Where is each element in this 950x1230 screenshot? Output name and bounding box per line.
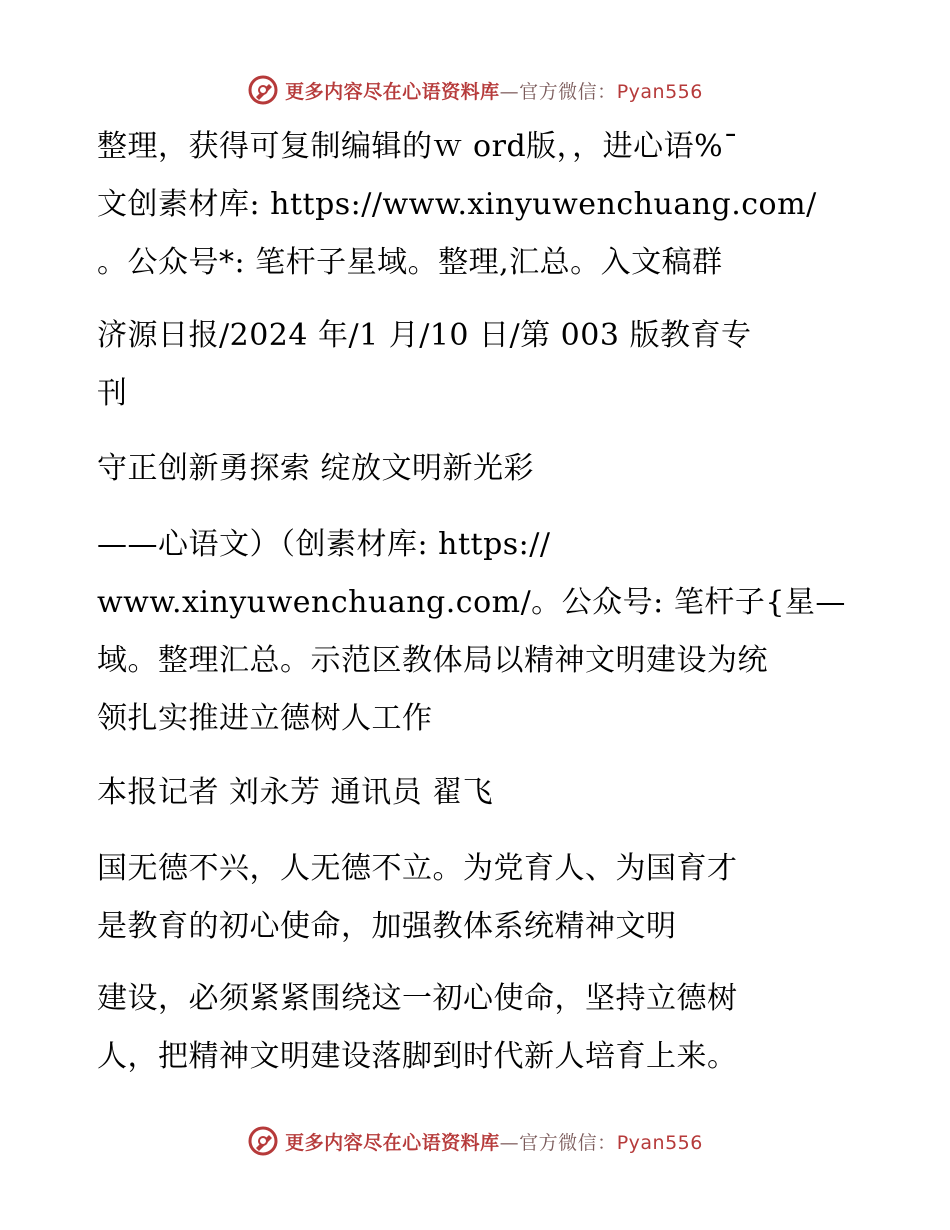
text-line: 域。整理汇总。示范区教体局以精神文明建设为统 bbox=[97, 643, 768, 678]
banner-text bbox=[285, 1128, 703, 1155]
text-line: 是教育的初心使命，加强教体系统精神文明 bbox=[97, 909, 677, 944]
banner-wechat-id: Pyan556 bbox=[616, 80, 703, 103]
text-line: 文创素材库: https://www.xinyuwenchuang.com/ bbox=[97, 187, 817, 222]
banner-main-text: 更多内容尽在心语资料库 bbox=[285, 80, 500, 103]
text-line: 守正创新勇探索 绽放文明新光彩 bbox=[97, 451, 535, 486]
header-banner bbox=[0, 70, 950, 110]
banner-dash: — bbox=[499, 80, 520, 103]
banner-dash: — bbox=[499, 1131, 520, 1154]
paragraph-intro bbox=[97, 118, 857, 292]
paragraph-body-1 bbox=[97, 840, 857, 956]
paragraph-body-2 bbox=[97, 970, 857, 1086]
banner-text bbox=[285, 77, 703, 104]
article-title bbox=[97, 440, 857, 498]
text-line: 建设，必须紧紧围绕这一初心使命，坚持立德树 bbox=[97, 981, 738, 1016]
text-line: 本报记者 刘永芳 通讯员 翟飞 bbox=[97, 775, 494, 810]
text-line: 刊 bbox=[97, 376, 128, 411]
pen-logo-icon bbox=[247, 74, 279, 106]
text-line: ——心语文）（创素材库: https:// bbox=[97, 527, 551, 562]
text-line: 国无德不兴，人无德不立。为党育人、为国育才 bbox=[97, 851, 738, 886]
text-line: 济源日报/2024 年/1 月/10 日/第 003 版教育专 bbox=[97, 318, 752, 353]
pen-logo-icon bbox=[247, 1125, 279, 1157]
byline bbox=[97, 764, 857, 822]
text-line: 领扎实推进立德树人工作 bbox=[97, 701, 433, 736]
text-line: 人，把精神文明建设落脚到时代新人培育上来。 bbox=[97, 1039, 738, 1074]
banner-wechat-label: 官方微信： bbox=[519, 1131, 617, 1154]
text-line: www.xinyuwenchuang.com/。公众号: 笔杆子{星— bbox=[97, 585, 846, 620]
text-line: 整理，获得可复制编辑的ｗ ord版，，进心语%¯ bbox=[97, 129, 739, 164]
article-subtitle bbox=[97, 516, 857, 748]
banner-main-text: 更多内容尽在心语资料库 bbox=[285, 1131, 500, 1154]
banner-wechat-label: 官方微信： bbox=[519, 80, 617, 103]
banner-wechat-id: Pyan556 bbox=[616, 1131, 703, 1154]
text-line: 。公众号*: 笔杆子星域。整理,汇总。入文稿群 bbox=[97, 245, 723, 280]
footer-banner bbox=[0, 1121, 950, 1161]
paragraph-source bbox=[97, 307, 857, 423]
